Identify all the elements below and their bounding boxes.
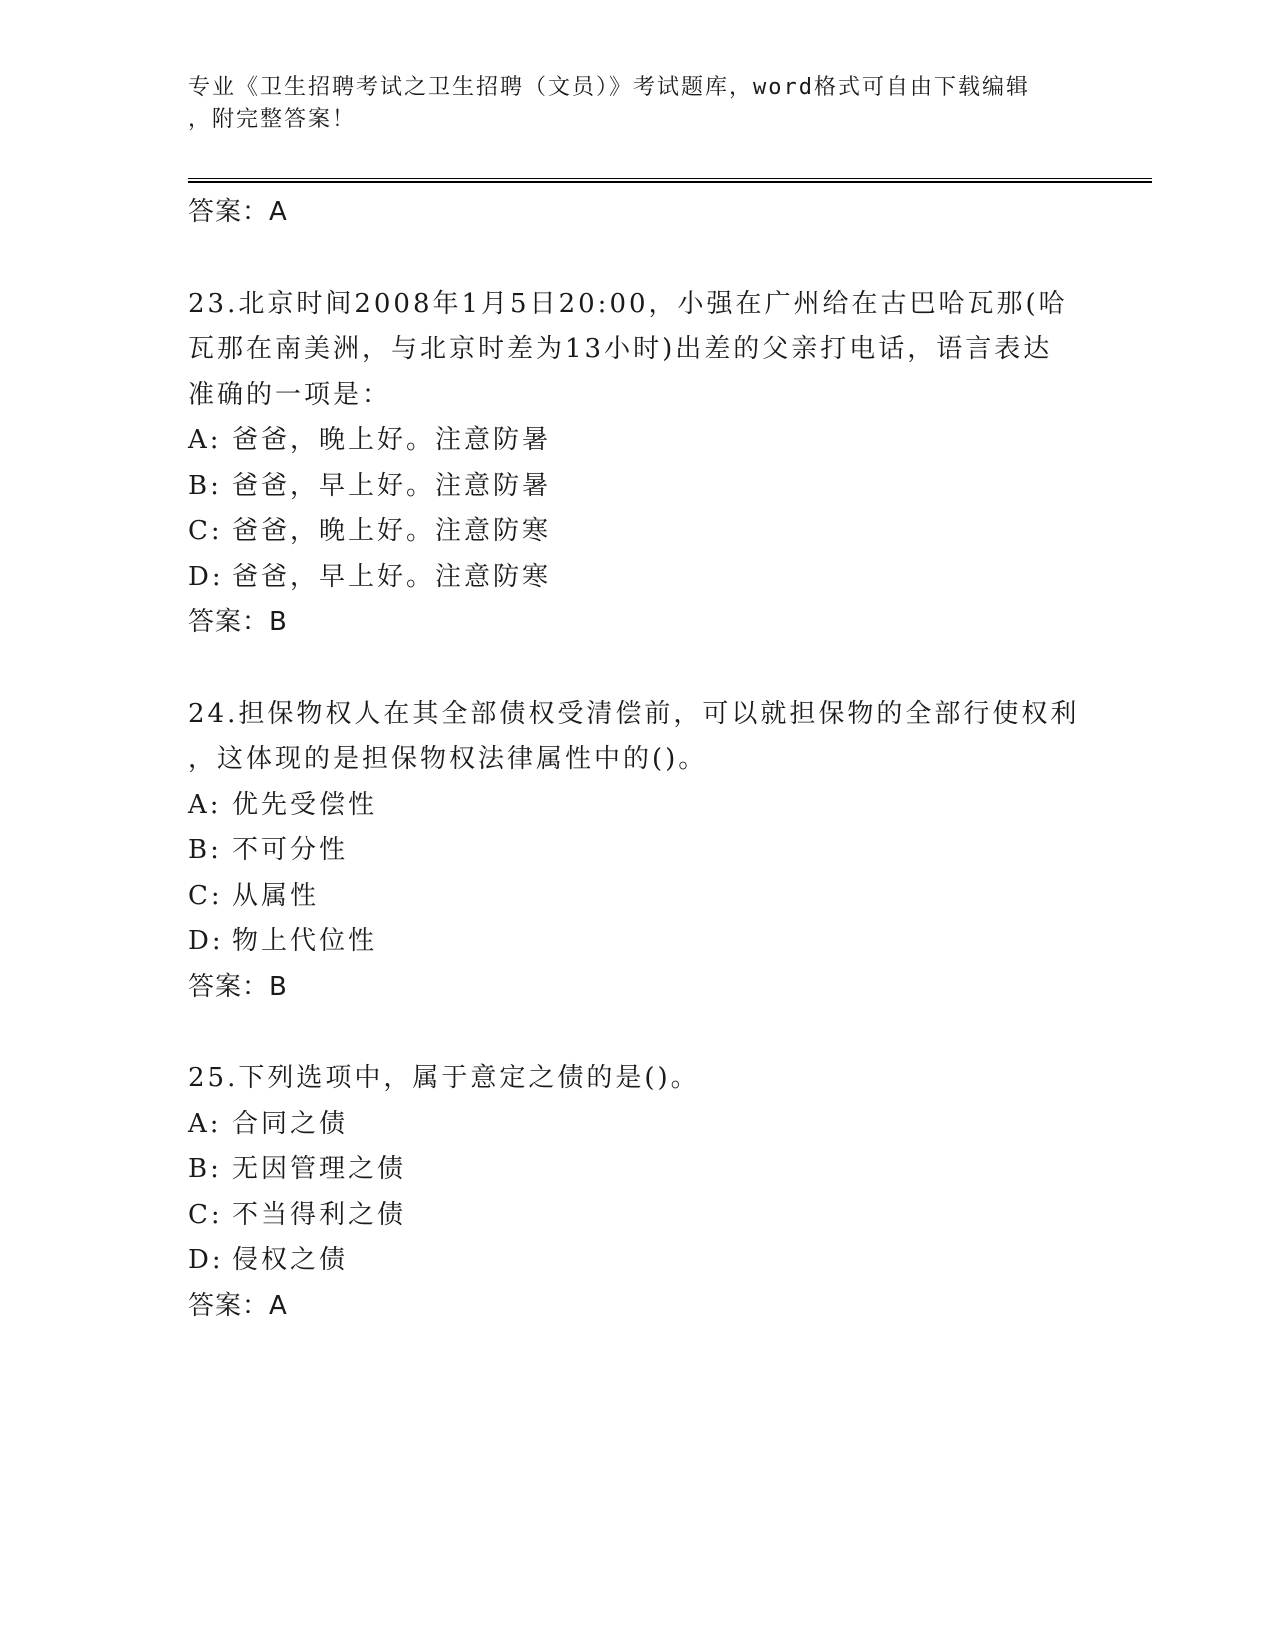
question-text-line: 23.北京时间2008年1月5日20:00，小强在广州给在古巴哈瓦那(哈 [188,288,1068,319]
option-key: C: [188,1199,223,1230]
answer: 答案：B [188,971,288,1002]
option-text: 爸爸，早上好。注意防寒 [232,561,552,592]
option-key: D: [188,926,224,956]
option-key: A: [188,789,222,820]
option-text: 爸爸，早上好。注意防暑 [232,470,552,501]
option-a [188,783,1088,829]
question-text-line: 24.担保物权人在其全部债权受清偿前，可以就担保物的全部行使权利 [188,698,1080,729]
option-key: C: [188,516,223,546]
option-b [188,1147,1088,1193]
question-text-line: 准确的一项是： [188,379,392,410]
option-text: 不可分性 [232,835,349,865]
option-text: 侵权之债 [232,1245,349,1275]
option-text: 爸爸，晚上好。注意防寒 [232,516,552,546]
spacer [188,1010,1088,1056]
option-c [188,509,1088,555]
option-text: 无因管理之债 [232,1154,407,1184]
option-key: B: [188,1154,222,1184]
question-24 [188,692,1088,1011]
option-key: C: [188,880,223,911]
question-text-line: 25.下列选项中，属于意定之债的是()。 [188,1063,700,1093]
question-25 [188,1056,1088,1329]
option-text: 优先受偿性 [232,789,378,820]
answer: 答案：A [188,1290,288,1321]
option-text: 不当得利之债 [232,1199,407,1230]
option-a [188,418,1088,464]
header-line-2: ，附完整答案！ [188,107,357,132]
option-b [188,464,1088,510]
option-text: 从属性 [232,880,320,911]
previous-answer: 答案：A [188,197,288,227]
option-c [188,1193,1088,1239]
page-header [188,72,1088,136]
option-d [188,1238,1088,1284]
option-d [188,555,1088,601]
question-text-line: ，这体现的是担保物权法律属性中的()。 [188,744,708,774]
answer: 答案：B [188,607,288,637]
option-d [188,919,1088,965]
document-body [188,190,1088,1329]
option-key: D: [188,1245,224,1275]
option-c [188,874,1088,920]
option-key: D: [188,561,224,592]
option-key: A: [188,1108,222,1139]
option-b [188,828,1088,874]
option-a [188,1102,1088,1148]
spacer [188,646,1088,692]
header-line-1: 专业《卫生招聘考试之卫生招聘（文员）》考试题库，word格式可自由下载编辑 [188,75,1030,100]
option-text: 物上代位性 [232,926,378,956]
question-text-line: 瓦那在南美洲，与北京时差为13小时)出差的父亲打电话，语言表达 [188,334,1053,364]
question-23 [188,282,1088,646]
option-key: B: [188,835,222,865]
option-text: 爸爸，晚上好。注意防暑 [232,425,552,455]
option-text: 合同之债 [232,1108,349,1139]
spacer [188,236,1088,282]
header-divider [188,178,1152,183]
option-key: A: [188,425,222,455]
option-key: B: [188,470,222,501]
